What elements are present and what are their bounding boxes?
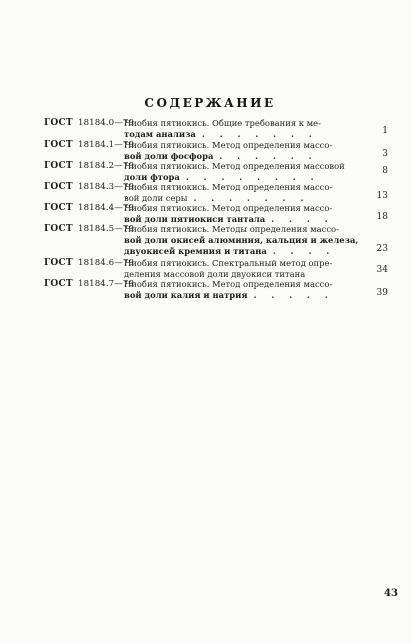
toc-entry-gost: ГОСТ xyxy=(44,224,73,234)
toc-entry xyxy=(0,258,412,279)
toc-entry xyxy=(0,203,412,224)
toc-entry-number: 18184.3—79 xyxy=(78,182,135,192)
toc-entry-number: 18184.0—79 xyxy=(78,118,135,128)
toc-entry-gost: ГОСТ xyxy=(44,140,73,150)
toc-entry-number: 18184.1—79 xyxy=(78,140,135,150)
toc-entry-title xyxy=(124,224,359,257)
toc-entry-title-line: Ниобия пятиокись. Метод определения массо- xyxy=(124,279,333,289)
toc-entry-number: 18184.5—79 xyxy=(78,224,135,234)
toc-entry-number: 18184.4—79 xyxy=(78,203,135,213)
toc-entry-gost: ГОСТ xyxy=(44,279,73,289)
toc-entry-leaders: . . . . . . . xyxy=(193,193,310,203)
toc-entry-title-line: Ниобия пятиокись. Спектральный метод опре- xyxy=(124,258,333,268)
toc-entry-number: 18184.6—79 xyxy=(78,258,135,268)
page-number: 43 xyxy=(384,588,398,599)
toc-entry-gost: ГОСТ xyxy=(44,118,73,128)
toc-entry xyxy=(0,118,412,140)
toc-entry-gost: ГОСТ xyxy=(44,258,73,268)
toc-entry-title-line: Ниобия пятиокись. Методы определения массо- xyxy=(124,224,339,234)
toc-entry-gost: ГОСТ xyxy=(44,203,73,213)
toc-entry-title xyxy=(124,161,356,183)
toc-entry-page: 1 xyxy=(382,126,388,136)
toc-entry-number: 18184.2—79 xyxy=(78,161,135,171)
toc-entry-leaders: . . . . . . xyxy=(219,151,318,161)
toc-entry-title xyxy=(124,203,356,225)
toc-entry-title xyxy=(124,258,356,280)
toc-entry xyxy=(0,279,412,301)
toc-entry-title-line xyxy=(124,129,356,140)
toc-entry-title-line: Ниобия пятиокись. Общие требования к ме- xyxy=(124,118,321,128)
toc-entry-page: 34 xyxy=(376,265,388,275)
toc-entry-title-text: двуокисей кремния и титана xyxy=(124,246,267,256)
toc-entry-title-text: вой доли пятиокиси тантала xyxy=(124,214,266,224)
toc-entry-title xyxy=(124,182,356,204)
toc-entry-title-line: Ниобия пятиокись. Метод определения массо- xyxy=(124,182,333,192)
table-of-contents xyxy=(0,118,412,301)
toc-entry-title-text: доли фтора xyxy=(124,172,180,182)
toc-entry-title-text: вой доли калия и натрия xyxy=(124,290,248,300)
toc-entry xyxy=(0,140,412,161)
toc-entry-leaders: . . . . xyxy=(272,246,336,256)
toc-entry-page: 8 xyxy=(382,166,388,176)
toc-entry-gost: ГОСТ xyxy=(44,161,73,171)
toc-entry-title-line xyxy=(124,290,356,301)
toc-entry-title-line: Ниобия пятиокись. Метод определения массовой xyxy=(124,161,345,171)
toc-entry-title-line: вой доли окисей алюминия, кальция и железа, xyxy=(124,235,359,245)
toc-entry-title-text: вой доли серы xyxy=(124,193,188,203)
toc-entry xyxy=(0,224,412,258)
toc-entry-title-line: Ниобия пятиокись. Метод определения массо- xyxy=(124,203,333,213)
toc-entry-title xyxy=(124,279,356,301)
toc-entry-number: 18184.7—79 xyxy=(78,279,135,289)
page-title: СОДЕРЖАНИЕ xyxy=(144,96,276,110)
toc-entry-title-text: тодам анализа xyxy=(124,129,196,139)
toc-entry-page: 23 xyxy=(376,244,388,254)
toc-entry-page: 39 xyxy=(376,288,388,298)
toc-entry-leaders: . . . . . . . . xyxy=(185,172,320,182)
toc-entry-page: 18 xyxy=(376,212,388,222)
toc-entry-title-line xyxy=(124,246,356,257)
toc-entry-leaders: . . . . . xyxy=(253,290,334,300)
toc-entry-title-line: Ниобия пятиокись. Метод определения массо- xyxy=(124,140,333,150)
toc-entry-title xyxy=(124,118,356,140)
toc-entry xyxy=(0,161,412,182)
toc-entry-title-line: деления массовой доли двуокиси титана xyxy=(124,269,306,279)
toc-entry xyxy=(0,182,412,203)
toc-entry-leaders: . . . . . . . xyxy=(201,129,318,139)
toc-entry-gost: ГОСТ xyxy=(44,182,73,192)
toc-entry-page: 13 xyxy=(376,191,388,201)
toc-entry-leaders: . . . . xyxy=(271,214,334,224)
toc-entry-title-text: вой доли фосфора xyxy=(124,151,214,161)
toc-entry-title xyxy=(124,140,356,162)
toc-entry-page: 3 xyxy=(382,149,388,159)
